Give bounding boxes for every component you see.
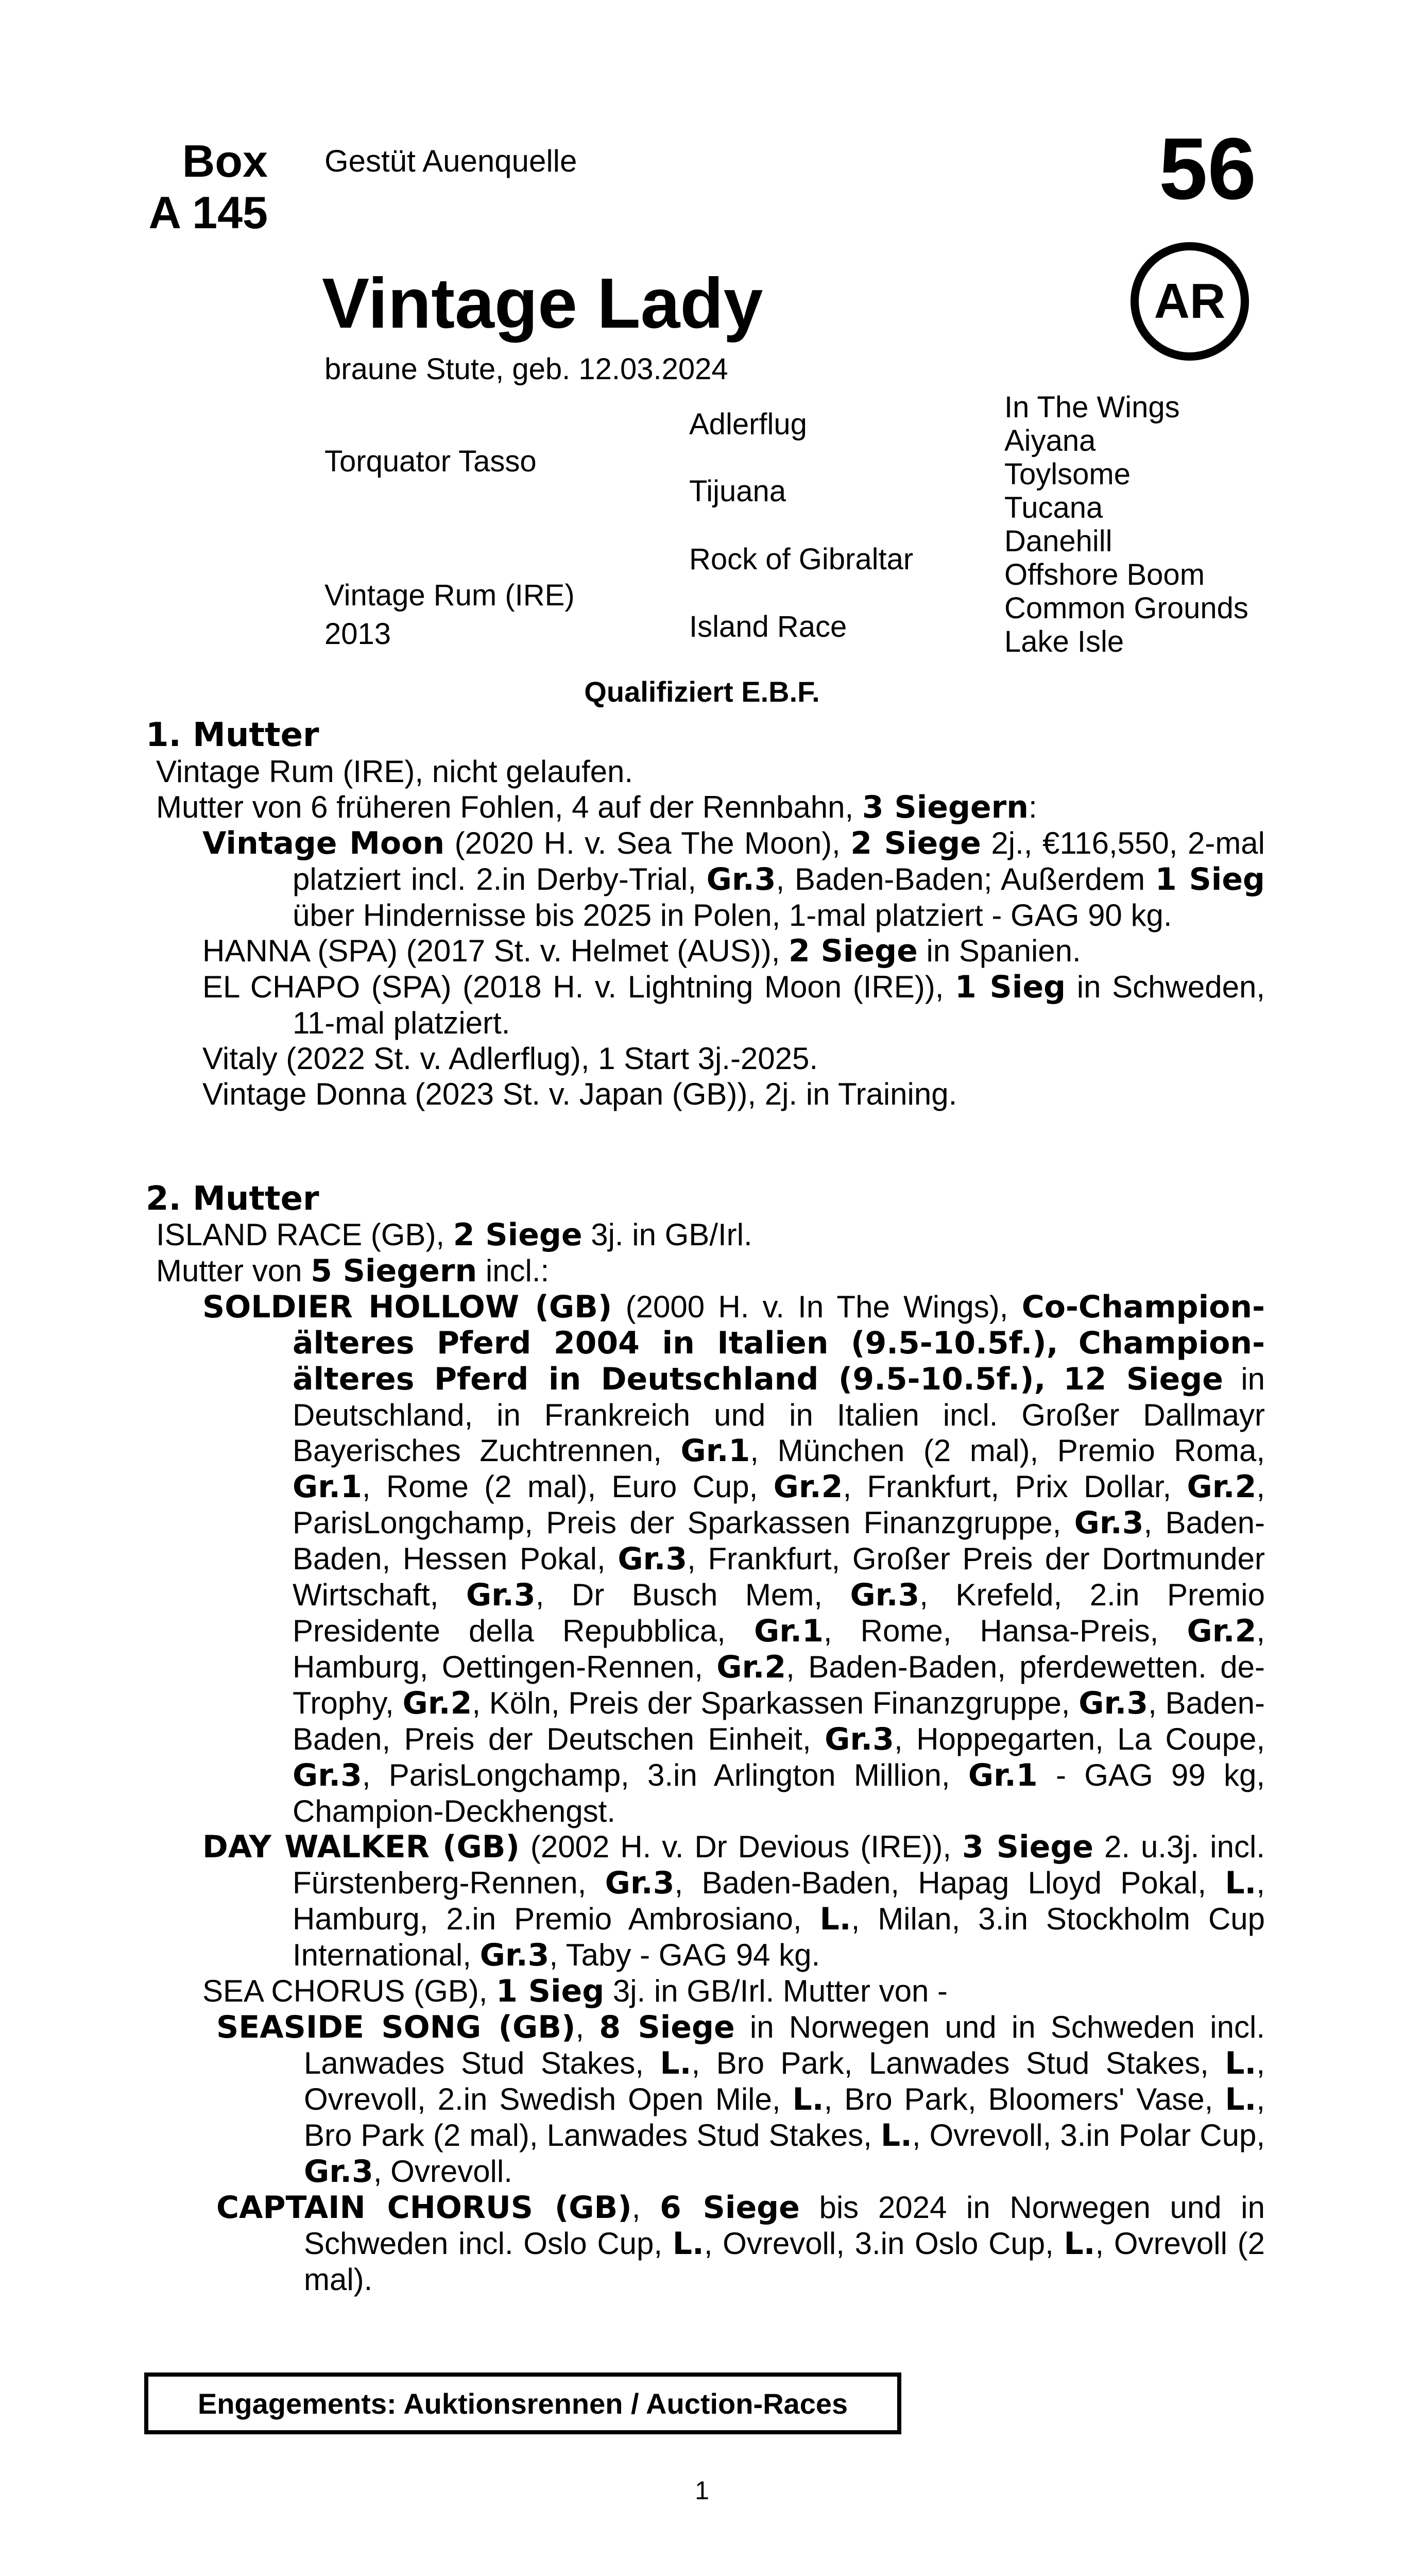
horse-name: Vintage Lady — [322, 264, 763, 343]
pedigree-great-grandparent: Toylsome — [1004, 457, 1131, 491]
qualification-note: Qualifiziert E.B.F. — [584, 675, 820, 708]
pedigree-grandparent: Rock of Gibraltar — [689, 543, 914, 576]
second-dam-text — [144, 1217, 1265, 2297]
pedigree-great-grandparent: Danehill — [1004, 524, 1112, 558]
pedigree-grandparent: Adlerflug — [689, 408, 807, 441]
engagements-label: Engagements: Auktionsrennen / Auction-Races — [197, 2387, 848, 2420]
box-label: Box — [182, 135, 268, 187]
pedigree-great-grandparent: Aiyana — [1004, 424, 1096, 457]
offspring-vintage-donna: Vintage Donna (2023 St. v. Japan (GB)), 2j. in Training. — [202, 1077, 957, 1111]
pedigree-great-grandparent: Common Grounds — [1004, 591, 1248, 625]
pedigree-grandparent: Island Race — [689, 610, 847, 643]
second-dam-produce: Mutter von 5 Siegern incl.: — [156, 1253, 550, 1289]
offspring-el-chapo: EL CHAPO (SPA) (2018 H. v. Lightning Moon (IRE)), 1 Sieg in Schweden, 11-mal platziert. — [202, 969, 1265, 1040]
pedigree-great-grandparent: Lake Isle — [1004, 625, 1124, 658]
pedigree-great-grandparent: Tucana — [1004, 491, 1103, 524]
grand-offspring-seaside-song: SEASIDE SONG (GB), 8 Siege in Norwegen und in Schweden incl. Lanwades Stud Stakes, L., Bro Park, Lanwades Stud Stakes, L., Ovrevoll, 2.in Swedish Open Mile, L., Bro Park, Bloomers' Vase, L., Bro Park (2 mal), Lanwades Stud Stakes, L., Ovrevoll, 3.in Polar Cup, Gr.3, Ovrevoll. — [216, 2009, 1265, 2190]
offspring-vintage-moon: Vintage Moon (2020 H. v. Sea The Moon), 2 Siege 2j., €116,550, 2-mal platziert incl. 2.in Derby-Trial, Gr.3, Baden-Baden; Außerdem 1 Sieg über Hindernisse bis 2025 in Polen, 1-mal platziert - GAG 90 kg. — [202, 825, 1265, 933]
pedigree-dam: Vintage Rum (IRE) — [324, 579, 575, 612]
pedigree-sire: Torquator Tasso — [324, 445, 537, 478]
box-number: A 145 — [148, 187, 268, 238]
pedigree-dam-year: 2013 — [324, 617, 391, 651]
second-dam-intro: ISLAND RACE (GB), 2 Siege 3j. in GB/Irl. — [156, 1217, 752, 1253]
breeder-name: Gestüt Auenquelle — [324, 144, 577, 178]
engagements-box — [144, 2372, 901, 2434]
first-dam-produce: Mutter von 6 früheren Fohlen, 4 auf der Rennbahn, 3 Siegern: — [156, 789, 1037, 825]
pedigree-great-grandparent: In The Wings — [1004, 391, 1180, 424]
ar-badge — [1131, 242, 1249, 361]
first-dam-intro: Vintage Rum (IRE), nicht gelaufen. — [156, 754, 633, 789]
offspring-day-walker: DAY WALKER (GB) (2002 H. v. Dr Devious (IRE)), 3 Siege 2. u.3j. incl. Fürstenberg-Rennen, Gr.3, Baden-Baden, Hapag Lloyd Pokal, L., Hamburg, 2.in Premio Ambrosiano, L., Milan, 3.in Stockholm Cup International, Gr.3, Taby - GAG 94 kg. — [202, 1829, 1265, 1973]
lot-number: 56 — [1159, 120, 1257, 218]
offspring-soldier-hollow: SOLDIER HOLLOW (GB) (2000 H. v. In The Wings), Co-Champion-älteres Pferd 2004 in Italien (9.5-10.5f.), Champion-älteres Pferd in Deutschland (9.5-10.5f.), 12 Siege in Deutschland, in Frankreich und in Italien incl. Großer Dallmayr Bayerisches Zuchtrennen, Gr.1, München (2 mal), Premio Roma, Gr.1, Rome (2 mal), Euro Cup, Gr.2, Frankfurt, Prix Dollar, Gr.2, ParisLongchamp, Preis der Sparkassen Finanzgruppe, Gr.3, Baden-Baden, Hessen Pokal, Gr.3, Frankfurt, Großer Preis der Dortmunder Wirtschaft, Gr.3, Dr Busch Mem, Gr.3, Krefeld, 2.in Premio Presidente della Repubblica, Gr.1, Rome, Hansa-Preis, Gr.2, Hamburg, Oettingen-Rennen, Gr.2, Baden-Baden, pferdewetten. de-Trophy, Gr.2, Köln, Preis der Sparkassen Finanzgruppe, Gr.3, Baden-Baden, Preis der Deutschen Einheit, Gr.3, Hoppegarten, La Coupe, Gr.3, ParisLongchamp, 3.in Arlington Million, Gr.1 - GAG 99 kg, Champion-Deckhengst. — [202, 1289, 1265, 1828]
offspring-sea-chorus: SEA CHORUS (GB), 1 Sieg 3j. in GB/Irl. Mutter von - — [202, 1973, 948, 2009]
ar-badge-label: AR — [1154, 274, 1226, 329]
pedigree-grandparent: Tijuana — [689, 474, 786, 508]
grand-offspring-captain-chorus: CAPTAIN CHORUS (GB), 6 Siege bis 2024 in Norwegen und in Schweden incl. Oslo Cup, L., Ovrevoll, 3.in Oslo Cup, L., Ovrevoll (2 mal). — [216, 2190, 1265, 2297]
horse-description: braune Stute, geb. 12.03.2024 — [324, 352, 728, 386]
page-number: 1 — [695, 2476, 709, 2505]
second-dam-title: 2. Mutter — [146, 1180, 319, 1218]
offspring-hanna: HANNA (SPA) (2017 St. v. Helmet (AUS)), 2 Siege in Spanien. — [202, 933, 1081, 969]
offspring-vitaly: Vitaly (2022 St. v. Adlerflug), 1 Start 3j.-2025. — [202, 1041, 818, 1076]
pedigree-great-grandparent: Offshore Boom — [1004, 558, 1205, 591]
first-dam-title: 1. Mutter — [146, 716, 319, 754]
first-dam-text — [144, 754, 1265, 1112]
